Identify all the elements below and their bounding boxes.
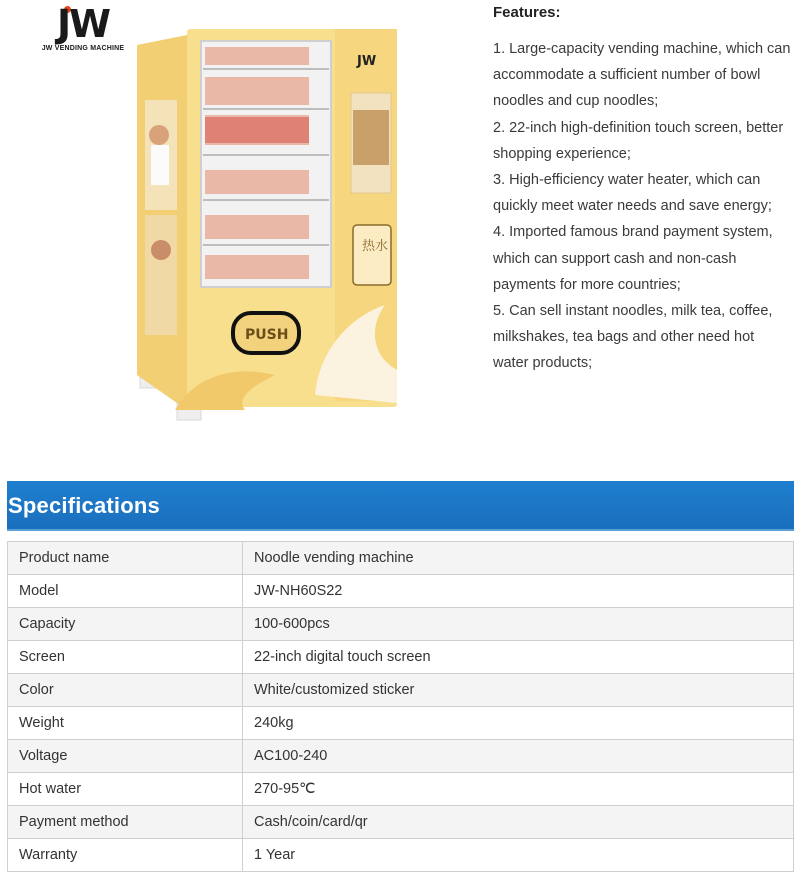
vending-machine-icon (135, 25, 410, 425)
spec-value: Cash/coin/card/qr (243, 806, 794, 839)
screen-logo: JW (357, 54, 377, 69)
feature-item: 5. Can sell instant noodles, milk tea, coffee, milkshakes, tea bags and other need hot water products; (493, 303, 773, 372)
spec-key: Screen (8, 641, 243, 674)
table-row (8, 674, 794, 707)
table-row (8, 542, 794, 575)
spec-key: Voltage (8, 740, 243, 773)
logo-mark: JW (56, 2, 110, 46)
spec-value: Noodle vending machine (243, 542, 794, 575)
spec-key: Model (8, 575, 243, 608)
spec-value: JW-NH60S22 (243, 575, 794, 608)
spec-value: AC100-240 (243, 740, 794, 773)
spec-value: White/customized sticker (243, 674, 794, 707)
feature-item: 2. 22-inch high-definition touch screen, better shopping experience; (493, 119, 784, 162)
features-section (493, 4, 793, 377)
spec-key: Color (8, 674, 243, 707)
spec-value: 240kg (243, 707, 794, 740)
table-row (8, 839, 794, 872)
spec-key: Hot water (8, 773, 243, 806)
spec-value: 22-inch digital touch screen (243, 641, 794, 674)
spec-value: 100-600pcs (243, 608, 794, 641)
hot-water-panel-text: 热水 (362, 239, 389, 254)
spec-key: Product name (8, 542, 243, 575)
specifications-table (7, 541, 794, 872)
feature-item: 4. Imported famous brand payment system, which can support cash and non-cash payments for more countries; (493, 224, 773, 293)
table-row (8, 641, 794, 674)
table-row (8, 608, 794, 641)
spec-value: 1 Year (243, 839, 794, 872)
table-row (8, 575, 794, 608)
feature-item: 1. Large-capacity vending machine, which can accommodate a sufficient number of bowl noodles and cup noodles; (493, 41, 791, 110)
specifications-title: Specifications (8, 493, 160, 518)
logo-subtitle: JW VENDING MACHINE (41, 45, 125, 52)
table-row (8, 740, 794, 773)
spec-value: 270-95℃ (243, 773, 794, 806)
specifications-header (7, 481, 794, 531)
features-title: Features: (493, 4, 561, 21)
spec-key: Warranty (8, 839, 243, 872)
feature-item: 3. High-efficiency water heater, which can quickly meet water needs and save energy; (493, 172, 772, 215)
spec-key: Payment method (8, 806, 243, 839)
brand-logo (38, 4, 128, 56)
table-row (8, 773, 794, 806)
table-row (8, 707, 794, 740)
spec-key: Weight (8, 707, 243, 740)
spec-key: Capacity (8, 608, 243, 641)
push-flap-label: PUSH (245, 327, 289, 343)
vending-machine-image (135, 25, 410, 425)
table-row (8, 806, 794, 839)
